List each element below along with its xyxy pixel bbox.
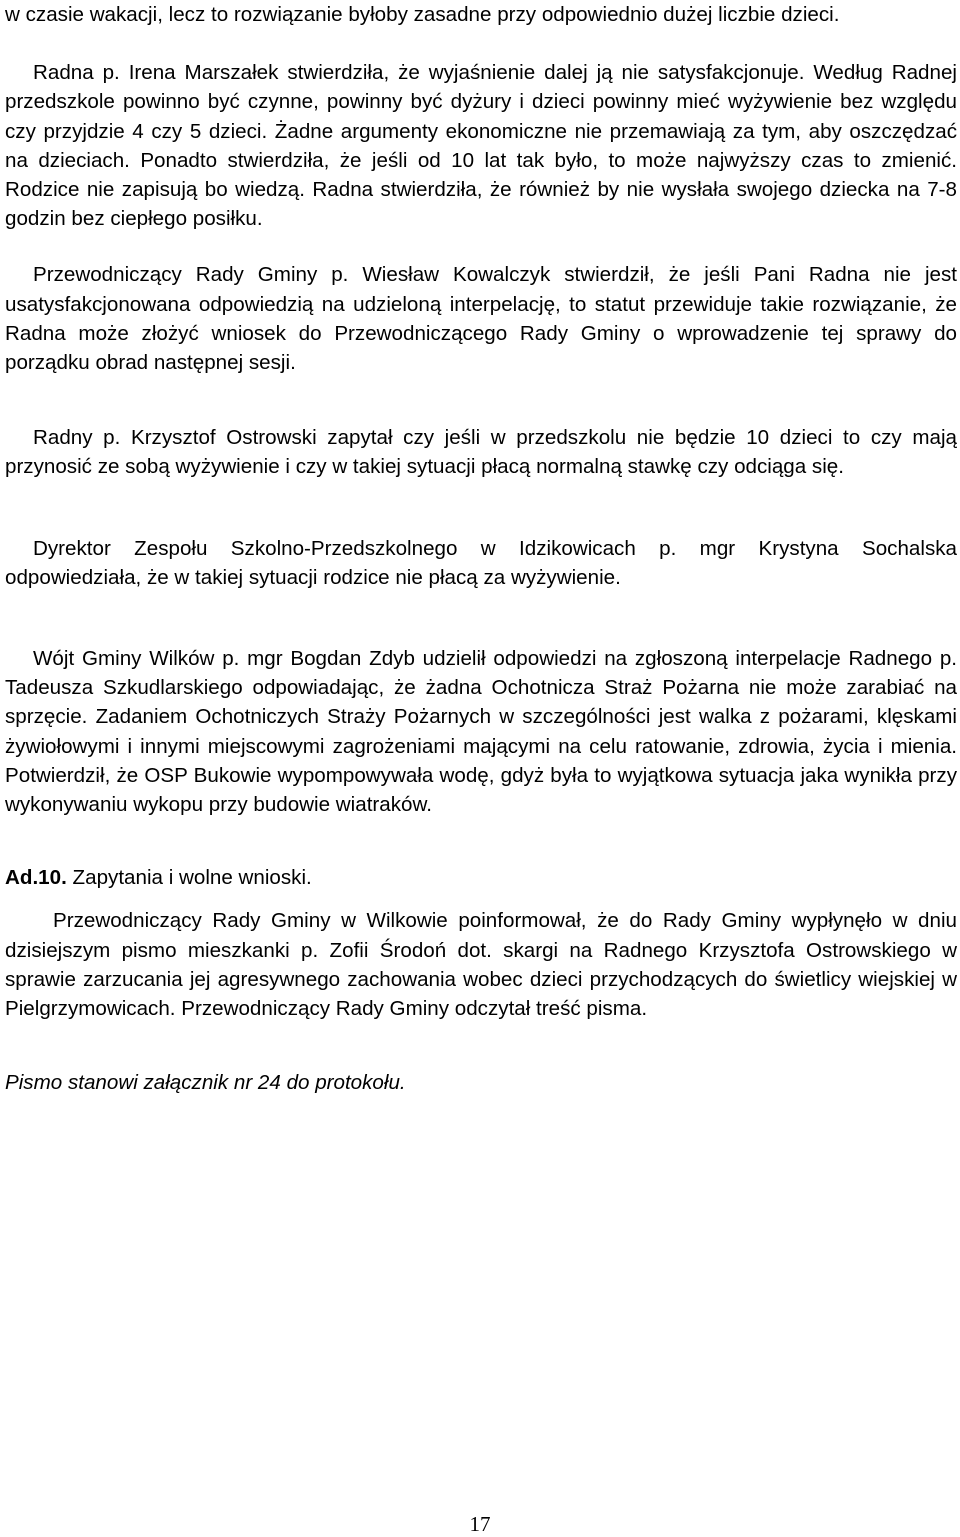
paragraph-wojt-zdyb: Wójt Gminy Wilków p. mgr Bogdan Zdyb udzielił odpowiedzi na zgłoszoną interpelacje Radnego p. Tadeusza Szkudlarskiego odpowiadając, że żadna Ochotnicza Straż Pożarna nie może zarabiać na sprzęcie. Zadaniem Ochotniczych Straży Pożarnych w szczególności jest walka z pożarami, klęskami żywiołowymi i innymi miejscowymi zagrożeniami mającymi na celu ratowanie, zdrowia, życia i mienia. Potwierdził, że OSP Bukowie wypompowywała wodę, gdyż była to wyjątkowa sytuacja jaka wynikła przy wykonywaniu wykopu przy budowie wiatraków. bbox=[5, 647, 957, 817]
section-heading-ad10 bbox=[5, 863, 957, 892]
attachment-note: Pismo stanowi załącznik nr 24 do protokołu. bbox=[5, 1071, 406, 1095]
paragraph-przewodniczacy-kowalczyk: Przewodniczący Rady Gminy p. Wiesław Kowalczyk stwierdził, że jeśli Pani Radna nie jest usatysfakcjonowana odpowiedzią na udzieloną interpelację, to statut przewiduje takie rozwiązanie, że Radna może złożyć wniosek do Przewodniczącego Rady Gminy o wprowadzenie tej sprawy do porządku obrad następnej sesji. bbox=[5, 263, 957, 375]
paragraph-dyrektor-sochalska: Dyrektor Zespołu Szkolno-Przedszkolnego w Idzikowicach p. mgr Krystyna Sochalska odpowiedziała, że w takiej sytuacji rodzice nie płacą za wyżywienie. bbox=[5, 536, 957, 589]
section-number: Ad.10. bbox=[5, 866, 67, 890]
paragraph-skarga: Przewodniczący Rady Gminy w Wilkowie poinformował, że do Rady Gminy wypłynęło w dniu dzisiejszym pismo mieszkanki p. Zofii Środoń dot. skargi na Radnego Krzysztofa Ostrowskiego w sprawie zarzucania jej agresywnego zachowania wobec dzieci przychodzących do świetlicy wiejskiej w Pielgrzymowicach. Przewodniczący Rady Gminy odczytał treść pisma. bbox=[5, 909, 957, 1021]
page-number: 17 bbox=[469, 1512, 491, 1536]
section-title: Zapytania i wolne wnioski. bbox=[66, 866, 312, 890]
paragraph-continuation: w czasie wakacji, lecz to rozwiązanie byłoby zasadne przy odpowiednio dużej liczbie dzieci. bbox=[5, 3, 840, 26]
paragraph-radny-ostrowski: Radny p. Krzysztof Ostrowski zapytał czy jeśli w przedszkolu nie będzie 10 dzieci to czy mają przynosić ze sobą wyżywienie i czy w takiej sytuacji płacą normalną stawkę czy odciąga się. bbox=[5, 426, 957, 479]
paragraph-radna-marszalek: Radna p. Irena Marszałek stwierdziła, że wyjaśnienie dalej ją nie satysfakcjonuje. Według Radnej przedszkole powinno być czynne, powinny być dyżury i dzieci powinny mieć wyżywienie bez względu czy przyjdzie 4 czy 5 dzieci. Żadne argumenty ekonomiczne nie przemawiają za tym, aby oszczędzać na dzieciach. Ponadto stwierdziła, że jeśli od 10 lat tak było, to może najwyższy czas to zmienić. Rodzice nie zapisują bo wiedzą. Radna stwierdziła, że również by nie wysłała swojego dziecka na 7-8 godzin bez ciepłego posiłku. bbox=[5, 61, 957, 231]
document-body bbox=[5, 0, 957, 1097]
